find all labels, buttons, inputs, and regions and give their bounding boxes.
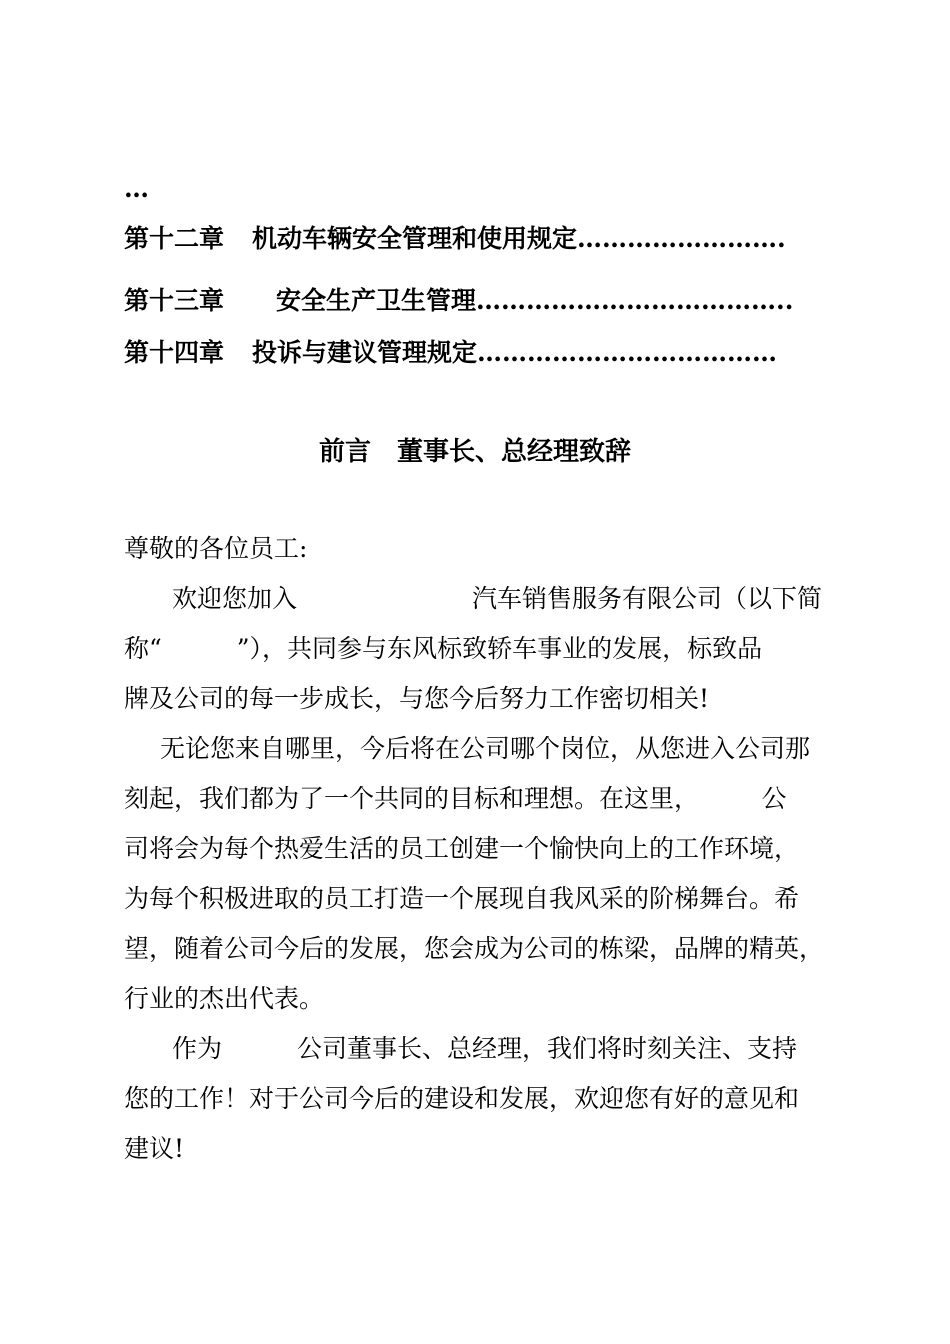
preface-title: 前言 董事长、总经理致辞 bbox=[318, 437, 631, 467]
toc-leader: ……………………. bbox=[577, 224, 786, 253]
toc-chapter: 第十二章 bbox=[124, 224, 225, 253]
body-line: 刻起，我们都为了一个共同的目标和理想。在这里， 公 bbox=[124, 784, 787, 813]
body-line: 欢迎您加入 汽车销售服务有限公司（以下简 bbox=[172, 584, 823, 613]
body-line: 司将会为每个热爱生活的员工创建一个愉快向上的工作环境， bbox=[124, 834, 800, 863]
body-line: 无论您来自哪里，今后将在公司哪个岗位，从您进入公司那 bbox=[160, 734, 811, 763]
body-line: 望，随着公司今后的发展，您会成为公司的栋梁，品牌的精英， bbox=[124, 934, 825, 963]
body-line: 称“ ”），共同参与东风标致轿车事业的发展，标致品 bbox=[124, 634, 763, 663]
body-line: 牌及公司的每一步成长，与您今后努力工作密切相关! bbox=[124, 684, 710, 713]
toc-title: 机动车辆安全管理和使用规定 bbox=[252, 224, 578, 253]
toc-entry bbox=[124, 222, 786, 256]
body-line: 行业的杰出代表。 bbox=[124, 984, 325, 1013]
toc-entry bbox=[124, 336, 777, 370]
toc-leader: ……………………………….. bbox=[476, 286, 794, 315]
body-line: 作为 公司董事长、总经理，我们将时刻关注、支持 bbox=[172, 1034, 798, 1063]
toc-title: 安全生产卫生管理 bbox=[276, 286, 477, 315]
toc-chapter: 第十三章 bbox=[124, 286, 225, 315]
toc-leader: ……………………………… bbox=[477, 338, 778, 367]
toc-entry bbox=[124, 284, 793, 318]
toc-continuation: … bbox=[124, 174, 149, 203]
toc-chapter: 第十四章 bbox=[124, 338, 225, 367]
toc-title: 投诉与建议管理规定 bbox=[252, 338, 478, 367]
body-line: 建议! bbox=[124, 1134, 185, 1163]
body-line: 为每个积极进取的员工打造一个展现自我风采的阶梯舞台。希 bbox=[124, 884, 800, 913]
salutation: 尊敬的各位员工: bbox=[124, 534, 308, 563]
body-line: 您的工作！对于公司今后的建设和发展，欢迎您有好的意见和 bbox=[124, 1084, 800, 1113]
